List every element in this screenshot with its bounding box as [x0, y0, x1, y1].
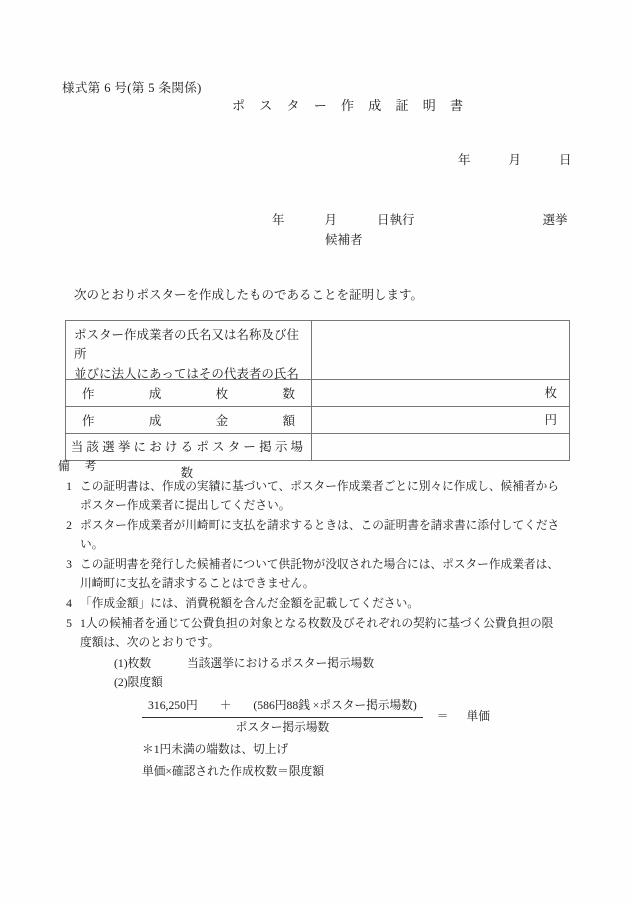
- note-5-line-2: 度額は、次のとおりです。: [80, 635, 220, 649]
- producer-label-line1: ポスター作成業者の氏名又は名称及び住所: [74, 328, 300, 362]
- note-2-line-2: い。: [80, 537, 104, 551]
- note-number-5: 5: [66, 616, 72, 630]
- formula-block: [114, 655, 588, 783]
- issue-date-month-label: 月: [508, 153, 522, 167]
- note-item-4: [58, 595, 588, 614]
- note-number-1: 1: [66, 479, 72, 493]
- note-number-2: 2: [66, 518, 72, 532]
- issue-date-day-label: 日: [559, 153, 572, 167]
- sheet-count-value-cell[interactable]: [312, 380, 570, 407]
- amount-label-char-4: 額: [282, 414, 295, 428]
- note-number-4: 4: [66, 596, 72, 610]
- amount-label-char-3: 金: [215, 414, 229, 428]
- note-3-line-2: 川崎町に支払を請求することはできません。: [80, 576, 315, 590]
- amount-label-char-2: 成: [148, 414, 162, 428]
- formula-item-1-value: 当該選挙におけるポスター掲示場数: [187, 656, 375, 670]
- formula-item-2-label: (2)限度額: [114, 676, 163, 690]
- producer-value-cell[interactable]: [312, 321, 570, 380]
- formula-result-label: 単価: [466, 710, 490, 724]
- board-count-value-cell[interactable]: [312, 434, 570, 461]
- intro-statement: 次のとおりポスターを作成したものであることを証明します。: [74, 288, 424, 302]
- formula-fraction: [142, 697, 423, 738]
- table-row-producer: [66, 321, 570, 380]
- amount-value-cell[interactable]: [312, 407, 570, 434]
- formula-total-note: 単価×確認された作成枚数＝限度額: [142, 765, 324, 779]
- formula-item-1-label: (1)枚数: [114, 656, 152, 670]
- issue-date-year-label: 年: [458, 153, 471, 167]
- election-date-line: [272, 210, 568, 228]
- amount-label-char-1: 作: [82, 414, 95, 428]
- note-item-1: [58, 478, 588, 516]
- note-1-line-1: この証明書は、作成の実績に基づいて、ポスター作成業者ごとに別々に作成し、候補者から: [80, 479, 559, 493]
- formula-numerator: [142, 697, 423, 718]
- board-count-label: 当該選挙におけるポスター掲示場数: [70, 440, 307, 480]
- note-4-line-1: 「作成金額」には、消費税額を含んだ金額を記載してください。: [80, 596, 419, 610]
- sheet-count-label-char-4: 数: [282, 387, 295, 401]
- sheet-count-label-char-1: 作: [82, 387, 95, 401]
- note-item-2: [58, 517, 588, 555]
- election-year-label: 年: [272, 213, 285, 227]
- note-item-5: [58, 615, 588, 783]
- election-month-label: 月: [324, 213, 338, 227]
- producer-label-line2: 並びに法人にあってはその代表者の氏名: [74, 366, 299, 381]
- formula-equals-sign: ＝: [436, 710, 449, 724]
- notes-heading: 備 考: [58, 460, 103, 473]
- formula-item-2: [114, 674, 588, 693]
- table-row-board-count: [66, 434, 570, 461]
- document-title: ポ ス タ ー 作 成 証 明 書: [232, 98, 469, 113]
- board-count-value: [312, 434, 569, 460]
- producer-value: [312, 321, 569, 379]
- election-name-label: 選挙: [542, 213, 568, 227]
- formula-base-amount: 316,250円: [148, 699, 198, 713]
- note-5-line-1: 1人の候補者を通じて公費負担の対象となる枚数及びそれぞれの契約に基づく公費負担の限: [80, 616, 554, 630]
- amount-label-cell: [66, 407, 312, 434]
- limit-formula: [142, 697, 588, 738]
- formula-item-1: [114, 655, 588, 674]
- election-day-exec-label: 日執行: [377, 213, 415, 227]
- note-1-line-2: ポスター作成業者に提出してください。: [80, 498, 291, 512]
- sheet-count-unit: 枚: [544, 386, 557, 400]
- formula-rounding-note: ＊1円未満の端数は、切上げ: [142, 743, 289, 757]
- table-row-amount: [66, 407, 570, 434]
- issue-date-line: [458, 150, 572, 168]
- sheet-count-label-char-2: 成: [148, 387, 162, 401]
- note-2-line-1: ポスター作成業者が川崎町に支払を請求するときは、この証明書を請求書に添付してくださ: [80, 518, 560, 532]
- note-item-3: [58, 556, 588, 594]
- formula-plus-sign: ＋: [219, 699, 232, 713]
- note-number-3: 3: [66, 557, 72, 571]
- producer-label-cell: [66, 321, 312, 380]
- candidate-label: 候補者: [325, 233, 363, 247]
- formula-denominator: ポスター掲示場数: [235, 721, 330, 735]
- sheet-count-label-char-3: 枚: [215, 387, 229, 401]
- formula-rate-term: (586円88銭 ×ポスター掲示場数): [253, 699, 417, 713]
- form-number: 様式第 6 号(第 5 条関係): [62, 81, 202, 95]
- notes-section: [58, 458, 588, 782]
- amount-unit: 円: [544, 413, 557, 427]
- note-3-line-1: この証明書を発行した候補者について供託物が没収された場合には、ポスター作成業者は、: [80, 557, 559, 571]
